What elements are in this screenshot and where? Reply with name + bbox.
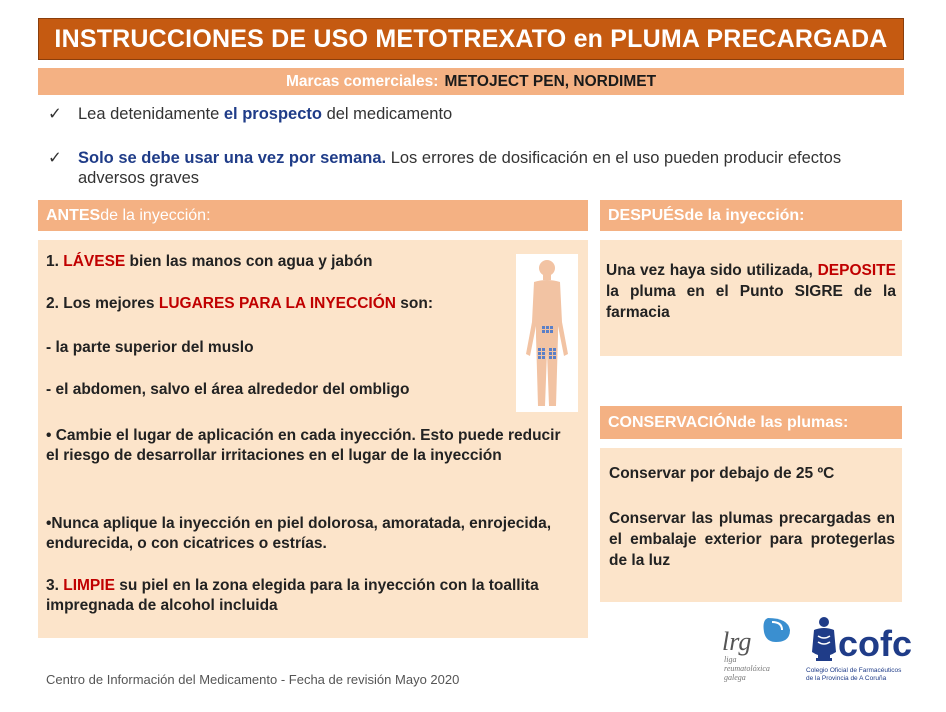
bullet-prospecto: ✓ Lea detenidamente el prospecto del medicamento <box>48 105 453 123</box>
despues-text: Una vez haya sido utilizada, DEPOSITE la pluma en el Punto SIGRE de la farmacia <box>606 262 896 321</box>
conservacion-temp: Conservar por debajo de 25 ºC <box>609 465 835 482</box>
antes-item-nunca: •Nunca aplique la inyección en piel dolorosa, amoratada, enrojecida, endurecida, o con cicatrices o estrías. <box>46 515 552 552</box>
antes-header: ANTES de la inyección: <box>38 200 588 231</box>
cofc-logo-sub2: de la Provincia de A Coruña <box>806 675 887 682</box>
body-figure-icon <box>516 254 578 412</box>
despues-header: DESPUÉS de la inyección: <box>600 200 902 231</box>
cofc-logo <box>806 612 926 692</box>
page-title: INSTRUCCIONES DE USO METOTREXATO en PLUMA PRECARGADA <box>38 18 904 60</box>
conservacion-embalaje: Conservar las plumas precargadas en el embalaje exterior para protegerlas de la luz <box>609 510 895 569</box>
bullet-semana: ✓ Solo se debe usar una vez por semana. Los errores de dosificación en el uso pueden producir efectos adversos graves <box>48 149 842 187</box>
lrg-logo-sub1: liga <box>724 655 737 664</box>
antes-item-abdomen: - el abdomen, salvo el área alrededor del ombligo <box>46 381 410 398</box>
conservacion-header: CONSERVACIÓN de las plumas: <box>600 406 902 439</box>
lrg-logo-sub2: reumatolóxica <box>724 664 770 673</box>
lrg-logo-text: lrg <box>722 627 752 656</box>
antes-item-limpie: 3. LIMPIE su piel en la zona elegida para la inyección con la toallita impregnada de alcohol incluida <box>46 577 539 614</box>
lrg-logo-icon <box>716 612 796 692</box>
antes-item-cambie: • Cambie el lugar de aplicación en cada inyección. Esto puede reducir el riesgo de desarrollar irritaciones en el lugar de la inyección <box>46 427 561 464</box>
antes-item-lugares: 2. Los mejores LUGARES PARA LA INYECCIÓN son: <box>46 295 433 312</box>
brands-label: Marcas comerciales: <box>285 72 439 90</box>
body-figure-image <box>516 254 578 412</box>
check-icon: ✓ <box>48 149 62 167</box>
cofc-logo-icon <box>806 612 926 692</box>
brands-bar <box>38 68 904 95</box>
lrg-logo <box>716 612 796 692</box>
antes-item-lavese: 1. LÁVESE bien las manos con agua y jabón <box>46 253 373 270</box>
antes-item-muslo: - la parte superior del muslo <box>46 339 254 356</box>
cofc-logo-sub1: Colegio Oficial de Farmacéuticos <box>806 667 902 674</box>
footer-text: Centro de Información del Medicamento - Fecha de revisión Mayo 2020 <box>46 672 460 687</box>
check-icon: ✓ <box>48 105 62 123</box>
lrg-logo-sub3: galega <box>724 673 746 682</box>
brands-value: METOJECT PEN, NORDIMET <box>444 72 657 90</box>
cofc-logo-text: cofc <box>838 623 913 664</box>
